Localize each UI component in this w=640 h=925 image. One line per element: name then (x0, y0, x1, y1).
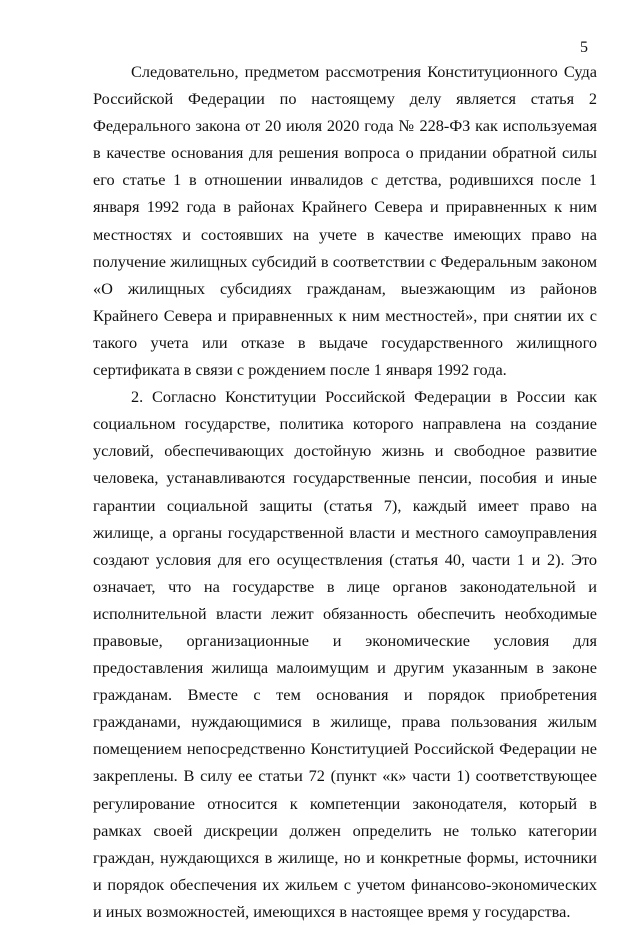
paragraph-constitutional-guarantees: 2. Согласно Конституции Российской Федерации в России как социальном государстве, политика которого направлена на создание условий, обеспечивающих достойную жизнь и свободное развитие человека, устанавливаются государственные пенсии, пособия и иные гарантии социальной защиты (статья 7), каждый имеет право на жилище, а органы государственной власти и местного самоуправления создают условия для его осуществления (статья 40, части 1 и 2). Это означает, что на государстве в лице органов законодательной и исполнительной власти лежит обязанность обеспечить необходимые правовые, организационные и экономические условия для предоставления жилища малоимущим и другим указанным в законе гражданам. Вместе с тем основания и порядок приобретения гражданами, нуждающимися в жилище, права пользования жилым помещением непосредственно Конституцией Российской Федерации не закреплены. В силу ее статьи 72 (пункт «к» части 1) соответствующее регулирование относится к компетенции законодателя, который в рамках своей дискреции должен определить не только категории граждан, нуждающихся в жилище, но и конкретные формы, источники и порядок обеспечения их жильем с учетом финансово-экономических и иных возможностей, имеющихся в настоящее время у государства. (93, 387, 597, 921)
page-number: 5 (580, 39, 588, 56)
document-body (93, 58, 597, 925)
paragraph-subject-of-review: Следовательно, предметом рассмотрения Конституционного Суда Российской Федерации по настоящему делу является статья 2 Федерального закона от 20 июля 2020 года № 228-ФЗ как используемая в качестве основания для решения вопроса о придании обратной силы его статье 1 в отношении инвалидов с детства, родившихся после 1 января 1992 года в районах Крайнего Севера и приравненных к ним местностях и состоявших на учете в качестве имеющих право на получение жилищных субсидий в соответствии с Федеральным законом «О жилищных субсидиях гражданам, выезжающим из районов Крайнего Севера и приравненных к ним местностей», при снятии их с такого учета или отказе в выдаче государственного жилищного сертификата в связи с рождением после 1 января 1992 года. (93, 62, 597, 380)
